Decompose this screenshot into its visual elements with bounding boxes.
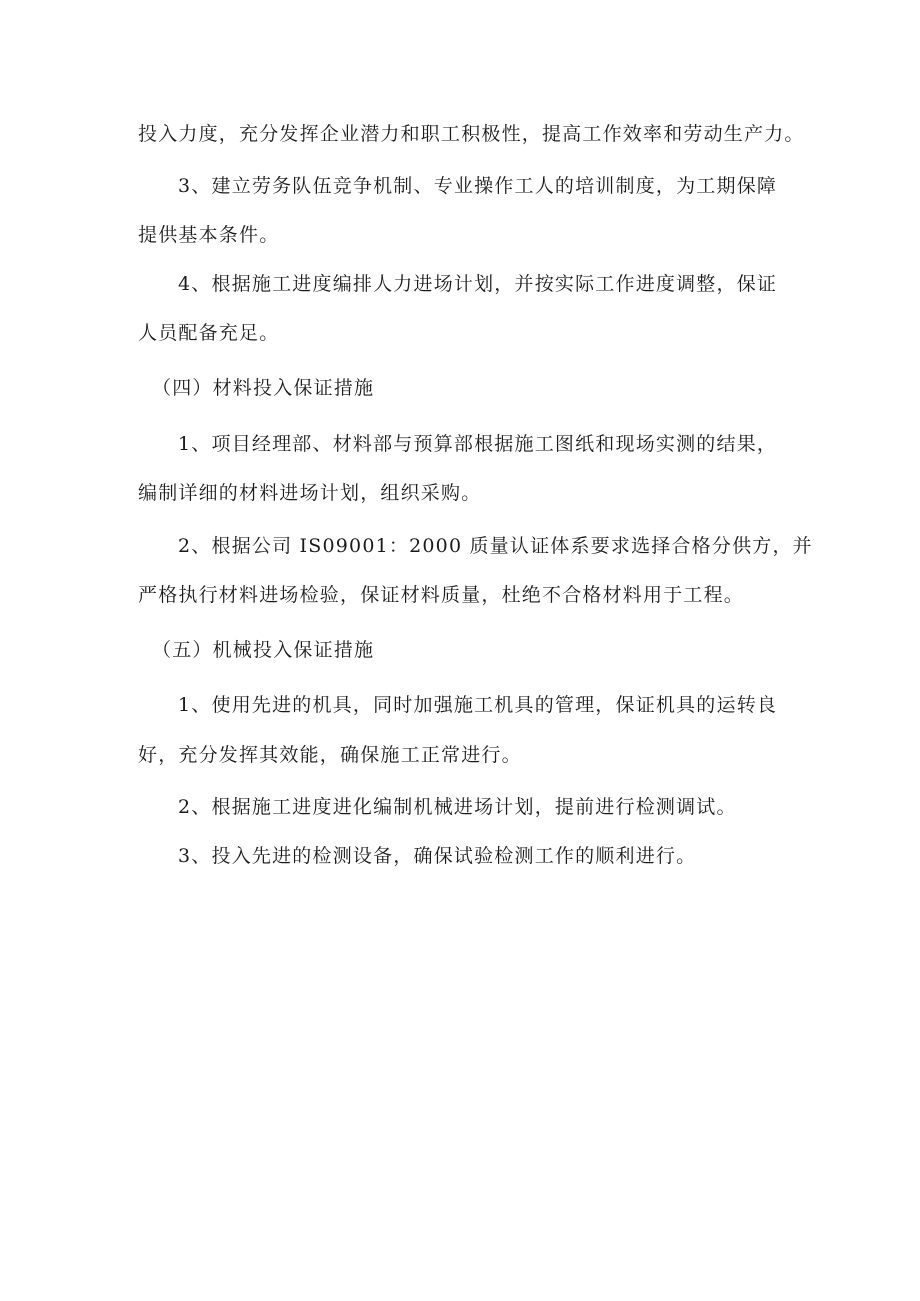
paragraph-line: 4、根据施工进度编排人力进场计划，并按实际工作进度调整，保证 bbox=[178, 273, 778, 295]
paragraph-line: 提供基本条件。 bbox=[138, 224, 280, 246]
paragraph-line: 编制详细的材料进场计划，组织采购。 bbox=[138, 482, 482, 504]
paragraph-line: 人员配备充足。 bbox=[138, 322, 280, 344]
paragraph-line: 1、使用先进的机具，同时加强施工机具的管理，保证机具的运转良 bbox=[178, 694, 778, 716]
paragraph-line: 3、建立劳务队伍竞争机制、专业操作工人的培训制度，为工期保障 bbox=[178, 175, 778, 197]
paragraph-line: 严格执行材料进场检验，保证材料质量，杜绝不合格材料用于工程。 bbox=[138, 584, 745, 606]
paragraph-line: 好，充分发挥其效能，确保施工正常进行。 bbox=[138, 744, 522, 766]
paragraph-line: 3、投入先进的检测设备，确保试验检测工作的顺利进行。 bbox=[178, 845, 697, 867]
paragraph-line: 投入力度，充分发挥企业潜力和职工积极性，提高工作效率和劳动生产力。 bbox=[138, 123, 805, 145]
paragraph-line: 2、根据公司 IS09001：2000 质量认证体系要求选择合格分供方，并 bbox=[178, 535, 813, 557]
paragraph-line: 2、根据施工进度进化编制机械进场计划，提前进行检测调试。 bbox=[178, 796, 737, 818]
paragraph-line: 1、项目经理部、材料部与预算部根据施工图纸和现场实测的结果， bbox=[178, 433, 778, 455]
section-heading: （四）材料投入保证措施 bbox=[152, 377, 375, 399]
section-heading: （五）机械投入保证措施 bbox=[152, 639, 375, 661]
